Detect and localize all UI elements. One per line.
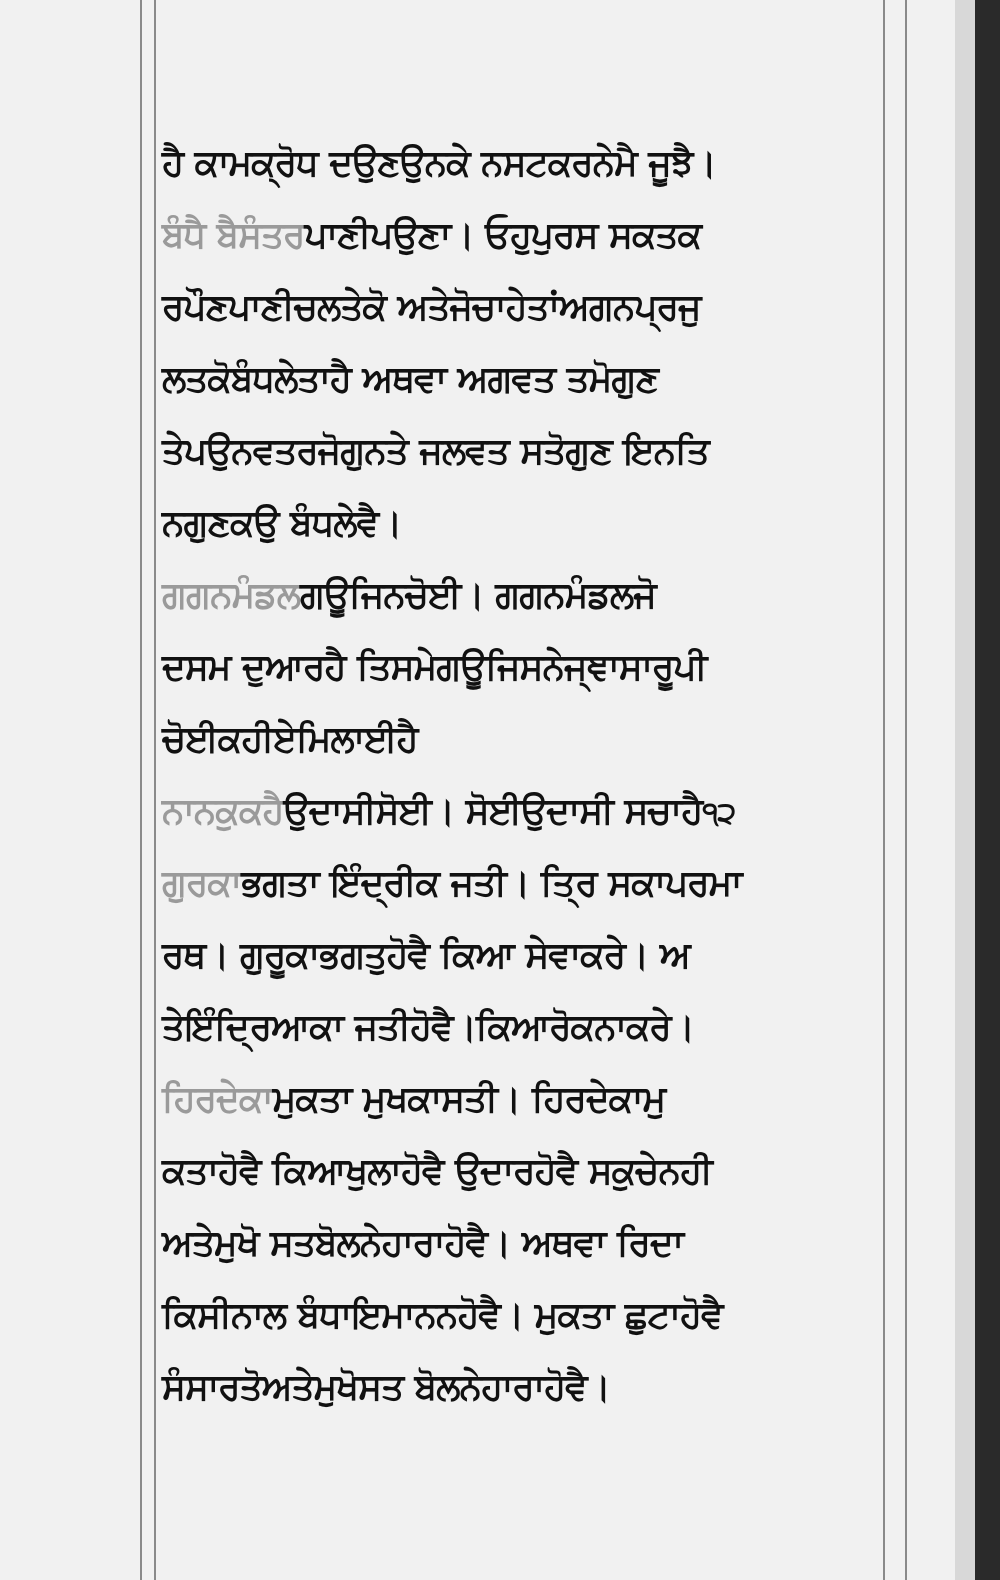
text-line [162, 488, 922, 560]
text-line [162, 416, 922, 488]
line-text: ਤੇਇੰਦ੍ਰਿਆਕਾ ਜਤੀਹੋਵੈ।ਕਿਆਰੋਕਨਾਕਰੇ। [162, 1007, 695, 1048]
text-line [162, 272, 922, 344]
rubric-text: ਨਾਨਕੁਕਹੈ [162, 791, 284, 832]
text-line [162, 200, 922, 272]
rubric-text: ਗਗਨਮੰਡਲ [162, 575, 301, 616]
line-text: ਪਾਣੀਪਉਣਾ। ਓਹੁਪੁਰਸ ਸਕਤਕ [304, 215, 702, 256]
rubric-text: ਬੰਧੈ ਬੈਸੰਤਰ [162, 215, 305, 256]
line-text: ਚੋਈਕਹੀਏਮਿਲਾਈਹੈ [162, 719, 418, 760]
rubric-text: ਹਿਰਦੇਕਾ [162, 1079, 273, 1120]
line-text: ਦਸਮ ਦੁਆਰਹੈ ਤਿਸਮੇਗਊਜਿਸਨੇਜ੍ਞਾਸਾਰੂਪੀ [162, 647, 707, 688]
rubric-text: ਗੁਰਕਾ [162, 863, 242, 904]
line-text: ਹੈ ਕਾਮਕ੍ਰੋਧ ਦਉਣਉਨਕੇ ਨਸਟਕਰਨੇਮੈ ਜੂਝੈ। [162, 143, 716, 184]
text-line [162, 632, 922, 704]
text-line [162, 1352, 922, 1424]
line-text: ਤੇਪਉਨਵਤਰਜੋਗੁਨਤੇ ਜਲਵਤ ਸਤੋਗੁਣ ਇਨਤਿ [162, 431, 709, 472]
text-line [162, 776, 922, 848]
left-margin-rule-inner [154, 0, 156, 1580]
line-text: ਕਿਸੀਨਾਲ ਬੰਧਾਇਮਾਨਨਹੋਵੈ। ਮੁਕਤਾ ਛੁਟਾਹੋਵੈ [162, 1295, 723, 1336]
text-line [162, 1208, 922, 1280]
page-edge-shadow [955, 0, 975, 1580]
folio-number: ੧੨ [702, 796, 736, 831]
line-text: ਮੁਕਤਾ ਮੁਖਕਾਸਤੀ। ਹਿਰਦੇਕਾਮੁ [272, 1079, 666, 1120]
line-text: ਰਪੌਣਪਾਣੀਚਲਤੇਕੋ ਅਤੇਜੋਚਾਹੇਤਾਂਅਗਨਪ੍ਰਜੁ [162, 287, 701, 328]
line-text: ਸੰਸਾਰਤੋਅਤੇਮੁਖੋਸਤ ਬੋਲਨੇਹਾਰਾਹੋਵੈ। [162, 1367, 610, 1408]
text-line [162, 128, 922, 200]
line-text: ਅਤੇਮੁਖੋ ਸਤਬੋਲਨੇਹਾਰਾਹੋਵੈ। ਅਥਵਾ ਰਿਦਾ [162, 1223, 684, 1264]
line-text: ਕਤਾਹੋਵੈ ਕਿਆਖੁਲਾਹੋਵੈ ਉਦਾਰਹੋਵੈ ਸਕੁਚੇਨਹੀ [162, 1151, 712, 1192]
text-line [162, 848, 922, 920]
text-line [162, 1136, 922, 1208]
text-line [162, 344, 922, 416]
line-text: ਰਥ। ਗੁਰੂਕਾਭਗਤੁਹੋਵੈ ਕਿਆ ਸੇਵਾਕਰੇ। ਅ [162, 935, 690, 976]
line-text: ਨਗੁਣਕਉ ਬੰਧਲੇਵੈ। [162, 503, 402, 544]
line-text: ਗਊਜਿਨਚੋਈ। ਗਗਨਮੰਡਲਜੋ [300, 575, 656, 616]
text-line [162, 920, 922, 992]
text-line [162, 992, 922, 1064]
page-right-edge [975, 0, 1000, 1580]
line-text: ਲਤਕੋਬੰਧਲੇਤਾਹੈ ਅਥਵਾ ਅਗਵਤ ਤਮੋਗੁਣ [162, 359, 658, 400]
manuscript-text-block [162, 128, 922, 1424]
text-line [162, 1064, 922, 1136]
text-line [162, 704, 922, 776]
text-line [162, 560, 922, 632]
line-text: ਭਗਤਾ ਇੰਦ੍ਰੀਕ ਜਤੀ। ਤ੍ਰਿ ਸਕਾਪਰਮਾ [241, 863, 742, 904]
left-margin-rule [140, 0, 142, 1580]
text-line [162, 1280, 922, 1352]
line-text: ਉਦਾਸੀਸੋਈ। ਸੋਈਉਦਾਸੀ ਸਚਾਹੈ [283, 791, 703, 832]
